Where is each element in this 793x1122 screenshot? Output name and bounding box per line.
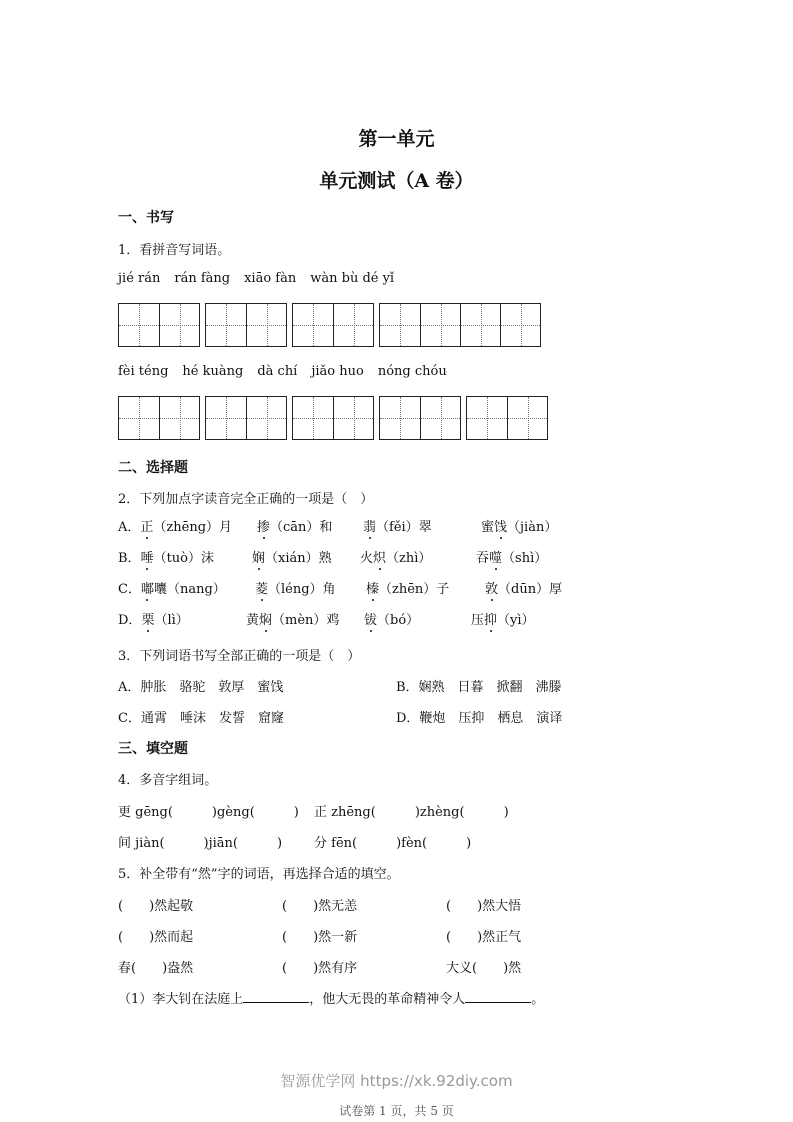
pinyin-item: nóng chóu — [377, 364, 447, 379]
q4-item-fen: 分 fēn( )fèn( ) — [314, 836, 472, 851]
q5-word: ( )然大悟 — [446, 899, 522, 914]
q5-word: ( )然有序 — [282, 961, 358, 976]
writing-grid-row-1 — [118, 303, 546, 347]
q2-option-d-part2: 黄焖（mèn）鸡 — [246, 613, 340, 628]
q2-option-c-part3: 榛（zhēn）子 — [366, 582, 450, 597]
q4-item-geng: 更 gēng( )gèng( ) — [118, 805, 299, 820]
writing-box[interactable] — [292, 396, 374, 440]
question-4: 4．多音字组词。 — [118, 773, 218, 788]
q2-option-b-part4: 吞噬（shì） — [476, 551, 548, 566]
q5-word: ( )然无恙 — [282, 899, 358, 914]
q5-word: ( )然正气 — [446, 930, 522, 945]
q2-option-c-part2: 菱（léng）角 — [255, 582, 336, 597]
q2-option-d-part3: 钹（bó） — [364, 613, 420, 628]
q2-option-d-part1: D．栗（lì） — [118, 613, 189, 628]
q5-word: ( )然起敬 — [118, 899, 194, 914]
pinyin-item: jié rán — [118, 271, 161, 286]
section-heading-fill: 三、填空题 — [118, 741, 188, 757]
q2-option-d-part4: 压抑（yì） — [471, 613, 535, 628]
q2-option-a-part2: 掺（cān）和 — [257, 520, 333, 535]
q2-option-a-part4: 蜜饯（jiàn） — [481, 520, 558, 535]
q4-item-jian: 间 jiàn( )jiān( ) — [118, 836, 283, 851]
answer-blank[interactable] — [243, 990, 309, 1003]
page-subtitle: 单元测试（A 卷） — [319, 170, 474, 192]
q3-option-b: B．娴熟 日暮 掀翻 沸滕 — [396, 680, 562, 695]
watermark: 智源优学网 https://xk.92diy.com — [280, 1072, 513, 1090]
answer-blank[interactable] — [465, 990, 531, 1003]
pinyin-item: xiāo fàn — [244, 271, 297, 286]
pinyin-row-2 — [118, 364, 461, 379]
q2-option-c-part4: 敦（dūn）厚 — [485, 582, 563, 597]
question-5: 5．补全带有“然”字的词语，再选择合适的填空。 — [118, 867, 400, 882]
q5-sentence-1: （1）李大钊在法庭上 ，他大无畏的革命精神令人 。 — [118, 992, 545, 1007]
pinyin-item: fèi téng — [118, 364, 169, 379]
q2-option-a-part3: 翡（fěi）翠 — [363, 520, 432, 535]
q2-option-a-part1: A．正（zhēng）月 — [118, 520, 233, 535]
pinyin-item: rán fàng — [174, 271, 231, 286]
question-1: 1．看拼音写词语。 — [118, 243, 231, 258]
pinyin-item: wàn bù dé yǐ — [310, 271, 395, 286]
q3-option-a: A．肿胀 骆驼 敦厚 蜜饯 — [118, 680, 284, 695]
q5-word: 大义( )然 — [446, 961, 522, 976]
pinyin-item: dà chí — [257, 364, 298, 379]
q3-option-c: C．通霄 唾沫 发誓 窟窿 — [118, 711, 284, 726]
writing-box[interactable] — [379, 396, 461, 440]
pinyin-item: hé kuàng — [182, 364, 244, 379]
writing-box[interactable] — [118, 396, 200, 440]
question-3: 3．下列词语书写全部正确的一项是（ ） — [118, 649, 361, 664]
writing-box[interactable] — [466, 396, 548, 440]
q5-word: 春( )盎然 — [118, 961, 194, 976]
writing-box[interactable] — [205, 396, 287, 440]
page-footer: 试卷第 1 页，共 5 页 — [339, 1104, 454, 1118]
q5-word: ( )然一新 — [282, 930, 358, 945]
q4-item-zheng: 正 zhēng( )zhèng( ) — [314, 805, 509, 820]
writing-box[interactable] — [379, 303, 541, 347]
q2-option-c-part1: C．嘟囔（nang） — [118, 582, 226, 597]
writing-box[interactable] — [205, 303, 287, 347]
writing-box[interactable] — [118, 303, 200, 347]
q5-word: ( )然而起 — [118, 930, 194, 945]
pinyin-item: jiǎo huo — [311, 364, 364, 379]
question-2: 2．下列加点字读音完全正确的一项是（ ） — [118, 492, 374, 507]
writing-box[interactable] — [292, 303, 374, 347]
q3-option-d: D．鞭炮 压抑 栖息 演译 — [396, 711, 563, 726]
pinyin-row-1 — [118, 271, 408, 286]
writing-grid-row-2 — [118, 396, 553, 440]
q2-option-b-part3: 火炽（zhì） — [360, 551, 432, 566]
q2-option-b-part2: 娴（xián）熟 — [252, 551, 332, 566]
section-heading-choice: 二、选择题 — [118, 460, 188, 476]
section-heading-writing: 一、书写 — [118, 210, 174, 226]
q2-option-b-part1: B．唾（tuò）沫 — [118, 551, 215, 566]
page-title: 第一单元 — [358, 128, 435, 150]
